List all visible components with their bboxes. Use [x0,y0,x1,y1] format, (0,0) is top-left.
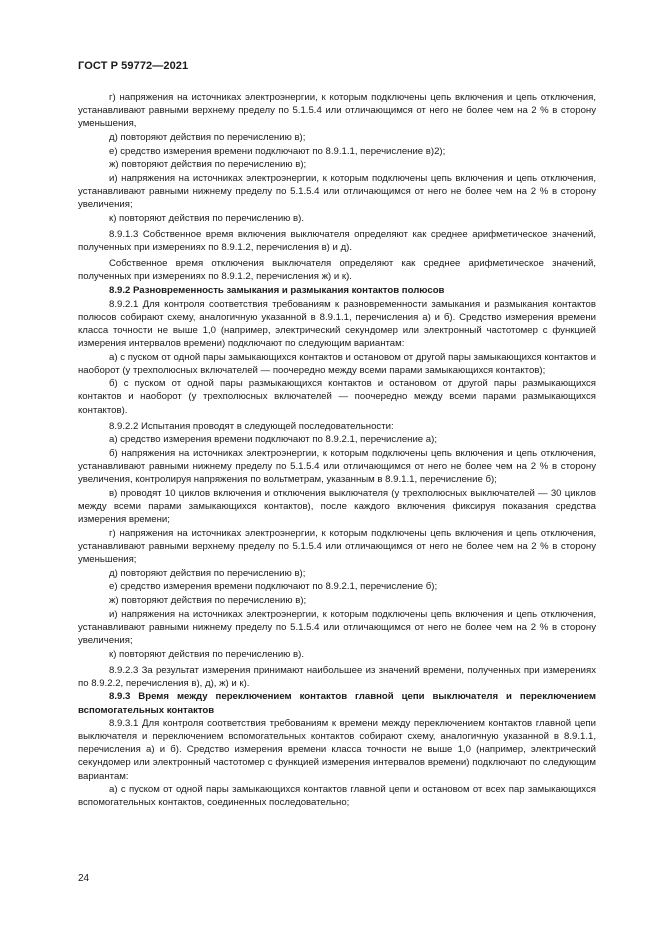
paragraph: д) повторяют действия по перечислению в); [109,567,306,579]
paragraph: Собственное время отключения выключателя определяют как среднее арифметическое значений, полученных при измерениях по 8.9.1.2, перечисления ж) и к). [78,258,596,283]
paragraph: а) с пуском от одной пары замыкающихся контактов главной цепи и остановом от всех пар замыкающихся вспомогательных контактов, соединенных последовательно; [78,784,596,809]
paragraph: г) напряжения на источниках электроэнергии, к которым подключены цепь включения и цепь отключения, устанавливают равными верхнему пределу по 5.1.5.4 или отличающимся от него не более чем на 2 % в сторону уменьшения; [78,527,596,565]
paragraph: 8.9.2.2 Испытания проводят в следующей последовательности: [109,420,394,432]
paragraph: 8.9.1.3 Собственное время включения выключателя определяют как среднее арифметическое значений, полученных при измерениях по 8.9.1.2, перечисления в) и д). [78,228,596,253]
paragraph: а) средство измерения времени подключают по 8.9.2.1, перечисление а); [109,434,438,446]
paragraph: и) напряжения на источниках электроэнергии, к которым подключены цепь включения и цепь отключения, устанавливают равными нижнему пределу по 5.1.5.4 или отличающимся от него не более чем на 2 % в сторону увеличения; [78,608,596,646]
paragraph: б) напряжения на источниках электроэнергии, к которым подключены цепь включения и цепь отключения, устанавливают равными нижнему пределу по 5.1.5.4 или отличающимся от него не более чем на 2 % в сторону увеличения, контролируя напряжения по вольтметрам, указанным в 8.9.1.1, перечисление б); [78,447,596,486]
document-body [78,91,596,809]
paragraph: д) повторяют действия по перечислению в); [109,131,306,143]
paragraph: е) средство измерения времени подключают по 8.9.1.1, перечисление в)2); [109,145,446,157]
paragraph: г) напряжения на источниках электроэнергии, к которым подключены цепь включения и цепь отключения, устанавливают равными верхнему пределу по 5.1.5.4 или отличающимся от него не более чем на 2 % в сторону уменьшения, [78,92,596,130]
paragraph: ж) повторяют действия по перечислению в); [109,594,307,606]
paragraph: к) повторяют действия по перечислению в). [109,648,305,660]
paragraph: и) напряжения на источниках электроэнергии, к которым подключены цепь включения и цепь отключения, устанавливают равными нижнему пределу по 5.1.5.4 или отличающимся от него не более чем на 2 % в сторону увеличения; [78,172,596,211]
section-heading: 8.9.3 Время между переключением контактов главной цепи выключателя и переключением вспомогательных контактов [78,691,596,716]
paragraph: 8.9.3.1 Для контроля соответствия требованиям к времени между переключением контактов главной цепи выключателя и переключением вспомогательных контактов собирают схему, аналогичную указанной в 8.9.1.1, перечисления а) и б). Средство измерения времени класса точности не выше 1,0 (например, электрический секундомер или электронный частотомер с функцией измерения интервалов времени) подключают по следующим вариантам: [78,718,596,782]
paragraph: а) с пуском от одной пары замыкающихся контактов и остановом от другой пары замыкающихся контактов и наоборот (у трехполюсных включателей — поочередно между всеми парами замыкающихся контактов); [78,351,596,376]
page-number: 24 [78,873,90,884]
paragraph: 8.9.2.1 Для контроля соответствия требованиям к разновременности замыкания и размыкания контактов полюсов собирают схему, аналогичную указанной в 8.9.1.1, перечисления а) и б). Средство измерения времени класса точности не выше 1,0 (например, электрический секундомер или электронный частотомер с функцией измерения интервалов времени) подключают по следующим вариантам: [78,298,596,349]
paragraph: е) средство измерения времени подключают по 8.9.2.1, перечисление б); [109,581,438,593]
document-code: ГОСТ Р 59772—2021 [78,60,189,72]
section-heading: 8.9.2 Разновременность замыкания и размыкания контактов полюсов [109,284,445,296]
paragraph: ж) повторяют действия по перечислению в); [109,159,307,171]
paragraph: в) проводят 10 циклов включения и отключения выключателя (у трехполюсных выключателей — 30 циклов между всеми парами замыкающихся контактов), после каждого включения фиксируя показания средства измерения времени; [78,487,596,526]
paragraph: б) с пуском от одной пары размыкающихся контактов и остановом от другой пары размыкающихся контактов и наоборот (у трехполюсных включателей — поочередно между всеми парами размыкающихся контактов). [78,378,596,416]
paragraph: 8.9.2.3 За результат измерения принимают наибольшее из значений времени, полученных при измерениях по 8.9.2.2, перечисления в), д), ж) и к). [78,664,596,689]
paragraph: к) повторяют действия по перечислению в). [109,212,305,224]
